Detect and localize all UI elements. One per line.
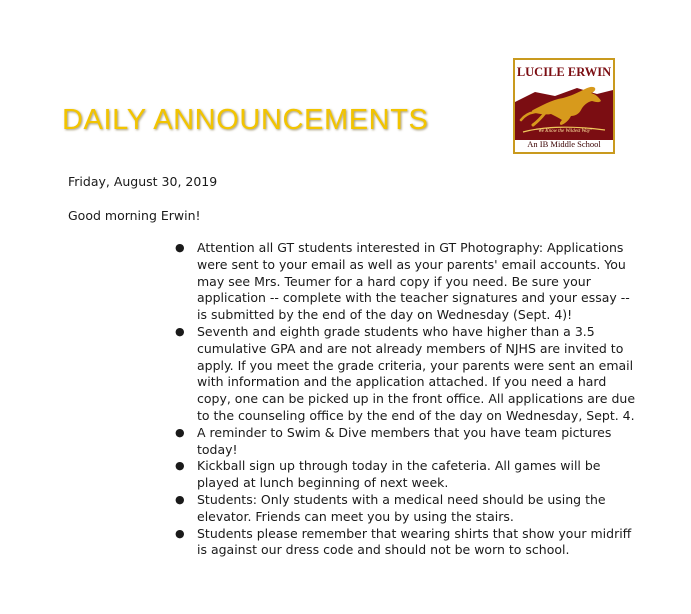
list-item <box>175 324 635 425</box>
bullet-dot-icon: ● <box>175 241 185 254</box>
logo-subtitle: An IB Middle School <box>527 139 601 149</box>
bullet-dot-icon: ● <box>175 324 185 338</box>
announcement-date: Friday, August 30, 2019 <box>68 174 218 189</box>
logo-school-name: LUCILE ERWIN <box>516 65 612 79</box>
list-item-text: Students please remember that wearing shirts that show your midriff is against our dress code and should not be worn to school. <box>197 525 632 558</box>
logo-motto: "We Know the Wildest Way" <box>535 129 593 134</box>
list-item-text: Attention all GT students interested in GT Photography: Applications were sent to your email as well as your parents' email accounts. You may see Mrs. Teumer for a hard copy if you need. Be sure your application -- complete with the teacher signatures and your essay -- is submitted by the end of the day on Wednesday (Sept. 4)! <box>197 240 630 323</box>
list-item <box>175 526 635 560</box>
list-item-text: Students: Only students with a medical need should be using the elevator. Friends can meet you by using the stairs. <box>197 491 606 524</box>
bullet-dot-icon: ● <box>175 492 185 506</box>
bullet-dot-icon: ● <box>175 459 185 473</box>
bullet-dot-icon: ● <box>175 526 185 540</box>
list-item-text: Kickball sign up through today in the cafeteria. All games will be played at lunch beginning of next week. <box>197 458 601 491</box>
page-title: DAILY ANNOUNCEMENTS <box>62 104 429 136</box>
list-item <box>175 425 635 459</box>
announcement-list <box>175 240 635 559</box>
list-item <box>175 492 635 526</box>
school-logo <box>513 58 615 154</box>
greeting: Good morning Erwin! <box>68 208 201 223</box>
list-item <box>175 240 635 324</box>
list-item <box>175 458 635 492</box>
list-item-text: Seventh and eighth grade students who have higher than a 3.5 cumulative GPA and are not already members of NJHS are invited to apply. If you meet the grade criteria, your parents were sent an email with information and the application attached. If you need a hard copy, one can be picked up in the front office. All applications are due to the counseling office by the end of the day on Wednesday, Sept. 4. <box>197 323 636 423</box>
bullet-dot-icon: ● <box>175 425 185 439</box>
list-item-text: A reminder to Swim & Dive members that you have team pictures today! <box>197 424 612 457</box>
